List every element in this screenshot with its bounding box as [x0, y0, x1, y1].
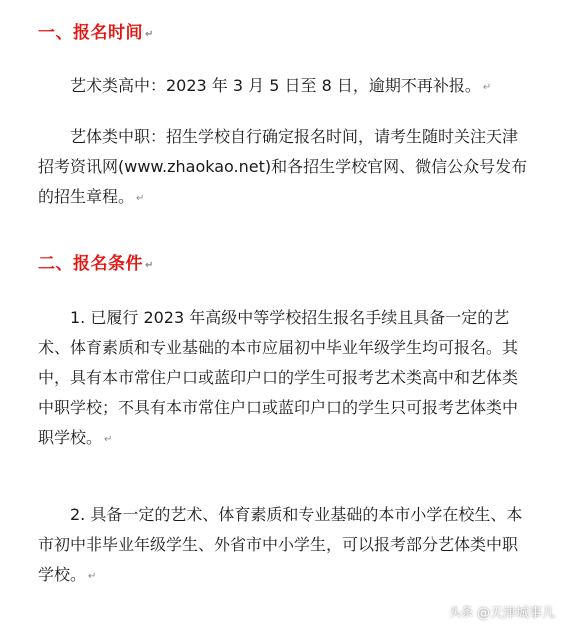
watermark-author: @天津城事儿 — [476, 606, 555, 621]
section-heading-registration-time — [38, 22, 154, 46]
paragraph-mark-icon: ↵ — [145, 29, 154, 40]
paragraph-condition-1 — [38, 303, 528, 455]
paragraph-text: 艺术类高中：2023 年 3 月 5 日至 8 日，逾期不再补报。 — [70, 76, 481, 95]
paragraph-mark-icon: ↵ — [145, 260, 154, 271]
paragraph-art-high-school — [38, 71, 528, 103]
toutiao-logo-icon: 头条 — [448, 605, 473, 619]
heading-text: 一、报名时间 — [38, 23, 143, 43]
heading-text: 二、报名条件 — [38, 254, 143, 274]
paragraph-mark-icon: ↵ — [104, 434, 113, 445]
paragraph-text: 艺体类中职：招生学校自行确定报名时间，请考生随时关注天津招考资讯网(www.zhaokao.net)和各招生学校官网、微信公众号发布的招生章程。 — [38, 127, 528, 206]
paragraph-mark-icon: ↵ — [482, 82, 492, 93]
paragraph-text: 1. 已履行 2023 年高级中等学校招生报名手续且具备一定的艺术、体育素质和专业基础的本市应届初中毕业年级学生均可报名。其中，具有本市常住户口或蓝印户口的学生可报考艺术类高中和艺体类中职学校；不具有本市常住户口或蓝印户口的学生只可报考艺体类中职学校。 — [38, 308, 519, 447]
section-heading-registration-conditions — [38, 253, 154, 277]
paragraph-text: 2. 具备一定的艺术、体育素质和专业基础的本市小学在校生、本市初中非毕业年级学生、外省市中小学生，可以报考部分艺体类中职学校。 — [38, 505, 523, 584]
watermark — [449, 602, 555, 621]
paragraph-mark-icon: ↵ — [136, 193, 145, 204]
paragraph-mark-icon: ↵ — [88, 571, 97, 582]
paragraph-art-vocational — [38, 122, 528, 214]
paragraph-condition-2 — [38, 500, 528, 592]
